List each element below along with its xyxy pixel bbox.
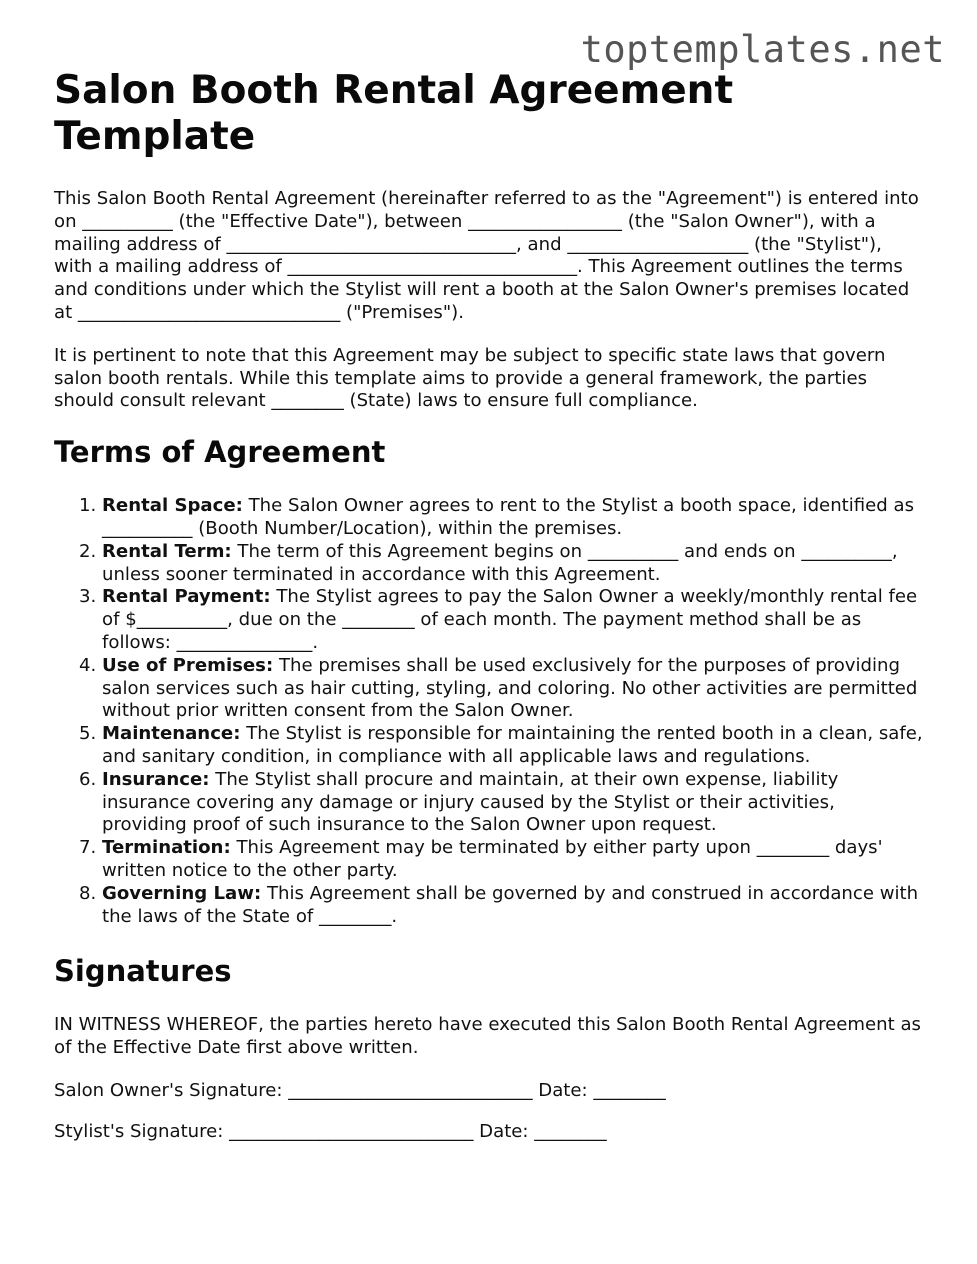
term-item-use-of-premises	[102, 655, 924, 723]
term-title: Rental Payment:	[102, 586, 271, 608]
term-item-maintenance	[102, 723, 924, 769]
stylist-signature-line: Stylist's Signature: ___________________________ Date: ________	[54, 1120, 607, 1142]
watermark: toptemplates.net	[580, 28, 945, 71]
term-item-insurance	[102, 769, 924, 837]
term-text: The term of this Agreement begins on __________ and ends on __________, unless sooner terminated in accordance with this Agreement.	[102, 540, 898, 585]
term-text: The premises shall be used exclusively for the purposes of providing salon services such as hair cutting, styling, and coloring. No other activities are permitted without prior written consent from the Salon Owner.	[102, 654, 918, 722]
term-text: The Stylist is responsible for maintaining the rented booth in a clean, safe, and sanitary condition, in compliance with all applicable laws and regulations.	[102, 723, 923, 767]
document-title: Salon Booth Rental Agreement Template	[54, 68, 734, 159]
note-paragraph: It is pertinent to note that this Agreement may be subject to specific state laws that govern salon booth rentals. While this template aims to provide a general framework, the parties should consult relevant ________ (State) laws to ensure full compliance.	[54, 344, 886, 412]
term-text: The Salon Owner agrees to rent to the Stylist a booth space, identified as __________ (Booth Number/Location), within the premises.	[102, 495, 915, 539]
document-page	[54, 68, 924, 1162]
terms-list	[54, 495, 924, 928]
intro-paragraph: This Salon Booth Rental Agreement (hereinafter referred to as the "Agreement") is entered into on __________ (the "Effective Date"), between _________________ (the "Salon Owner"), with a mailing address of ________________________________, and ____________________ (the "Stylist"), with a mailing address of ________________________________. This Agreement outlines the terms and conditions under which the Stylist will rent a booth at the Salon Owner's premises located at _____________________________ ("Premises").	[54, 188, 919, 323]
term-text: The Stylist agrees to pay the Salon Owner a weekly/monthly rental fee of $__________, due on the ________ of each month. The payment method shall be as follows: _______________.	[102, 586, 918, 653]
term-title: Insurance:	[102, 768, 210, 790]
term-title: Maintenance:	[102, 723, 241, 745]
term-text: This Agreement may be terminated by either party upon ________ days' written notice to the other party.	[102, 837, 883, 881]
term-item-governing-law	[102, 883, 924, 929]
term-item-rental-term	[102, 541, 924, 587]
term-item-termination	[102, 837, 924, 883]
term-item-rental-payment	[102, 586, 924, 654]
term-title: Use of Premises:	[102, 654, 274, 676]
term-title: Rental Term:	[102, 540, 232, 562]
terms-heading: Terms of Agreement	[54, 435, 386, 470]
witness-paragraph: IN WITNESS WHEREOF, the parties hereto have executed this Salon Booth Rental Agreement as of the Effective Date first above written.	[54, 1014, 921, 1059]
term-item-rental-space	[102, 495, 924, 541]
signatures-heading: Signatures	[54, 954, 232, 989]
owner-signature-line: Salon Owner's Signature: ___________________________ Date: ________	[54, 1079, 666, 1101]
term-text: The Stylist shall procure and maintain, at their own expense, liability insurance covering any damage or injury caused by the Stylist or their activities, providing proof of such insurance to the Salon Owner upon request.	[102, 768, 839, 836]
term-title: Governing Law:	[102, 882, 262, 904]
term-text: This Agreement shall be governed by and construed in accordance with the laws of the State of ________.	[102, 882, 919, 927]
term-title: Termination:	[102, 837, 231, 859]
term-title: Rental Space:	[102, 495, 243, 517]
